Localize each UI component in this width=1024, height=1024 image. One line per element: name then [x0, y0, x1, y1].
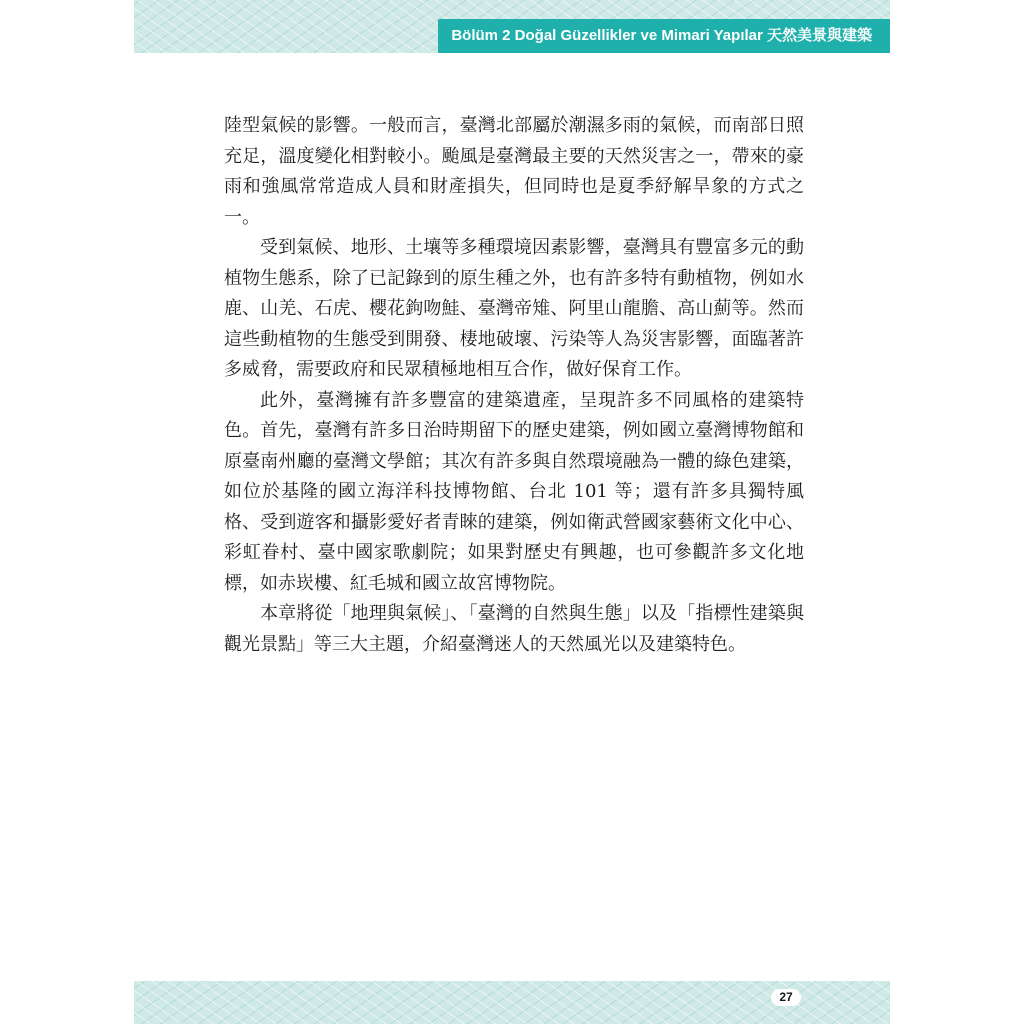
paragraph-3: 此外，臺灣擁有許多豐富的建築遺產，呈現許多不同風格的建築特色。首先，臺灣有許多日治時期留下的歷史建築，例如國立臺灣博物館和原臺南州廳的臺灣文學館；其次有許多與自然環境融為一體的綠色建築，如位於基隆的國立海洋科技博物館、台北 101 等；還有許多具獨特風格、受到遊客和攝影愛好者青睞的建築，例如衛武營國家藝術文化中心、彩虹眷村、臺中國家歌劇院；如果對歷史有興趣，也可參觀許多文化地標，如赤崁樓、紅毛城和國立故宮博物院。	[224, 389, 804, 594]
page-number: 27	[771, 989, 801, 1006]
book-page	[134, 0, 890, 1024]
paragraph-4: 本章將從「地理與氣候」、「臺灣的自然與生態」以及「指標性建築與觀光景點」等三大主題，介紹臺灣迷人的天然風光以及建築特色。	[224, 603, 804, 655]
chapter-title-tab: Bölüm 2 Doğal Güzellikler ve Mimari Yapılar 天然美景與建築	[438, 19, 890, 53]
paragraph-2: 受到氣候、地形、土壤等多種環境因素影響，臺灣具有豐富多元的動植物生態系，除了已記錄到的原生種之外，也有許多特有動植物，例如水鹿、山羌、石虎、櫻花鉤吻鮭、臺灣帝雉、阿里山龍膽、高山薊等。然而這些動植物的生態受到開發、棲地破壞、污染等人為災害影響，面臨著許多威脅，需要政府和民眾積極地相互合作，做好保育工作。	[224, 237, 804, 380]
body-text	[224, 111, 804, 660]
footer-band	[134, 981, 890, 1024]
paragraph-1: 陸型氣候的影響。一般而言，臺灣北部屬於潮濕多雨的氣候，而南部日照充足，溫度變化相對較小。颱風是臺灣最主要的天然災害之一，帶來的豪雨和強風常常造成人員和財產損失，但同時也是夏季紓解旱象的方式之一。	[224, 115, 804, 228]
header-band	[134, 0, 890, 53]
